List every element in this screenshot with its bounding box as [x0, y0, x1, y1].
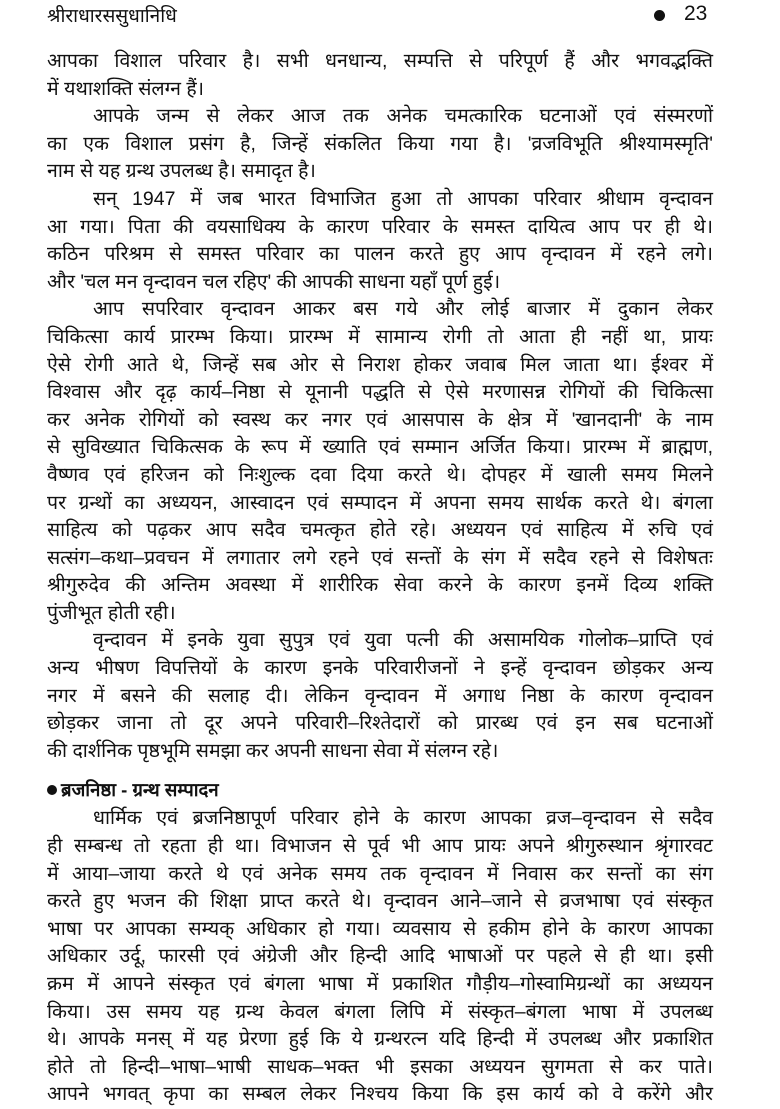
- text-line: आपका विशाल परिवार है। सभी धनधान्य, सम्पत्ति से परिपूर्ण हैं और भगवद्भक्ति: [47, 50, 713, 72]
- section-heading: [47, 775, 713, 805]
- page-number: 23: [684, 2, 708, 25]
- paragraph: [47, 296, 713, 627]
- text-line: साहित्य को पढ़कर आप सदैव चमत्कृत होते रहे। अध्ययन एवं साहित्य में रुचि एवं: [47, 519, 713, 542]
- text-line: अधिकार उर्दू, फारसी एवं अंग्रेजी और हिन्दी आदि भाषाओं पर पहले से ही था। इसी: [47, 945, 713, 968]
- text-line: वृन्दावन में इनके युवा सुपुत्र एवं युवा पत्नी की असामयिक गोलोक–प्राप्ति एवं: [93, 629, 713, 652]
- text-line: पुंजीभूत होती रही।: [47, 601, 176, 624]
- text-line: करते हुए भजन की शिक्षा प्राप्त करते थे। वृन्दावन आने–जाने से व्रजभाषा एवं संस्कृत: [47, 890, 713, 913]
- section-body: [47, 805, 713, 1109]
- text-line: अन्य भीषण विपत्तियों के कारण इनके परिवारीजनों ने इन्हें वृन्दावन छोड़कर अन्य: [47, 657, 713, 680]
- text-line: सत्संग–कथा–प्रवचन में लगातार लगे रहने एवं सन्तों के संग में सदैव रहने से विशेषतः: [47, 546, 713, 569]
- text-line: नाम से यह ग्रन्थ उपलब्ध है। समादृत है।: [47, 160, 316, 183]
- text-line: कठिन परिश्रम से समस्त परिवार का पालन करते हुए आप वृन्दावन में रहने लगे।: [47, 243, 713, 266]
- text-line: आ गया। पिता की वयसाधिक्य के कारण परिवार के समस्त दायित्व आप पर ही थे।: [47, 215, 713, 238]
- text-line: होते तो हिन्दी–भाषा–भाषी साधक–भक्त भी इसका अध्ययन सुगमता से कर पाते।: [47, 1055, 713, 1078]
- text-line: पर ग्रन्थों का अध्ययन, आस्वादन एवं सम्पादन में अपना समय सार्थक करते थे। बंगला: [47, 491, 713, 514]
- text-line: श्रीगुरुदेव की अन्तिम अवस्था में शारीरिक सेवा करने के कारण इनमें दिव्य शक्ति: [47, 574, 713, 597]
- text-line: भाषा पर आपका सम्यक् अधिकार हो गया। व्यवसाय से हकीम होने के कारण आपका: [47, 917, 713, 940]
- text-line: किया। उस समय यह ग्रन्थ केवल बंगला लिपि में संस्कृत–बंगला भाषा में उपलब्ध: [47, 1000, 713, 1023]
- text-line: छोड़कर जाना तो दूर अपने परिवारी–रिश्तेदारों को प्रारब्ध एवं इन सब घटनाओं: [47, 712, 713, 735]
- bullet-icon: [654, 10, 665, 21]
- paragraph: [47, 186, 713, 296]
- page-body: [47, 48, 713, 1109]
- paragraph: [47, 627, 713, 765]
- text-line: वैष्णव एवं हरिजन को निःशुल्क दवा दिया करते थे। दोपहर में खाली समय मिलने: [47, 463, 713, 486]
- paragraph: [47, 805, 713, 1109]
- text-line: थे। आपके मनस् में यह प्रेरणा हुई कि ये ग्रन्थरत्न यदि हिन्दी में उपलब्ध और प्रकाशित: [47, 1028, 713, 1051]
- paragraph: [47, 48, 713, 103]
- text-line: चिकित्सा कार्य प्रारम्भ किया। प्रारम्भ में सामान्य रोगी तो आता ही नहीं था, प्रायः: [47, 325, 713, 348]
- text-line: का एक विशाल प्रसंग है, जिन्हें संकलित किया गया है। 'व्रजविभूति श्रीश्यामस्मृति': [47, 132, 713, 155]
- text-line: ही सम्बन्ध तो रहता ही था। विभाजन से पूर्व भी आप प्रायः अपने श्रीगुरुस्थान श्रृंगारवट: [47, 835, 713, 858]
- bullet-icon: [47, 785, 57, 795]
- text-before-section: [47, 48, 713, 765]
- text-line: सन् 1947 में जब भारत विभाजित हुआ तो आपका परिवार श्रीधाम वृन्दावन: [93, 187, 713, 210]
- text-line: से सुविख्यात चिकित्सक के रूप में ख्याति एवं सम्मान अर्जित किया। प्रारम्भ में ब्राह्मण,: [47, 436, 713, 459]
- text-line: में आया–जाया करते थे एवं अनेक समय तक वृन्दावन में निवास कर सन्तों का संग: [47, 862, 713, 885]
- text-line: क्रम में आपने संस्कृत एवं बंगला भाषा में प्रकाशित गौड़ीय–गोस्वामिग्रन्थों का अध्ययन: [47, 973, 713, 995]
- paragraph: [47, 103, 713, 186]
- text-line: की दार्शनिक पृष्ठभूमि समझा कर अपनी साधना सेवा में संलग्न रहे।: [47, 739, 499, 762]
- text-line: और 'चल मन वृन्दावन चल रहिए' की आपकी साधना यहाँ पूर्ण हुई।: [47, 270, 501, 293]
- text-line: आप सपरिवार वृन्दावन आकर बस गये और लोई बाजार में दुकान लेकर: [93, 298, 713, 321]
- text-line: में यथाशक्ति संलग्न हैं।: [47, 77, 205, 100]
- text-line: आपने भगवत् कृपा का सम्बल लेकर निश्चय किया कि इस कार्य को वे करेंगे और: [47, 1083, 713, 1106]
- running-title: श्रीराधारससुधानिधि: [47, 6, 177, 27]
- text-line: ऐसे रोगी आते थे, जिन्हें सब ओर से निराश होकर जवाब मिल जाता था। ईश्वर में: [47, 353, 713, 376]
- text-line: धार्मिक एवं ब्रजनिष्ठापूर्ण परिवार होने के कारण आपका व्रज–वृन्दावन से सदैव: [93, 807, 713, 830]
- text-line: आपके जन्म से लेकर आज तक अनेक चमत्कारिक घटनाओं एवं संस्मरणों: [93, 105, 713, 128]
- text-line: कर अनेक रोगियों को स्वस्थ कर नगर एवं आसपास के क्षेत्र में 'खानदानी' के नाम: [47, 408, 713, 431]
- text-line: नगर में बसने की सलाह दी। लेकिन वृन्दावन में अगाध निष्ठा के कारण वृन्दावन: [47, 684, 713, 707]
- text-line: विश्वास और दृढ़ कार्य–निष्ठा से यूनानी पद्धति से ऐसे मरणासन्न रोगियों की चिकित्सा: [47, 381, 713, 404]
- section-heading-text: ब्रजनिष्ठा - ग्रन्थ सम्पादन: [61, 779, 219, 801]
